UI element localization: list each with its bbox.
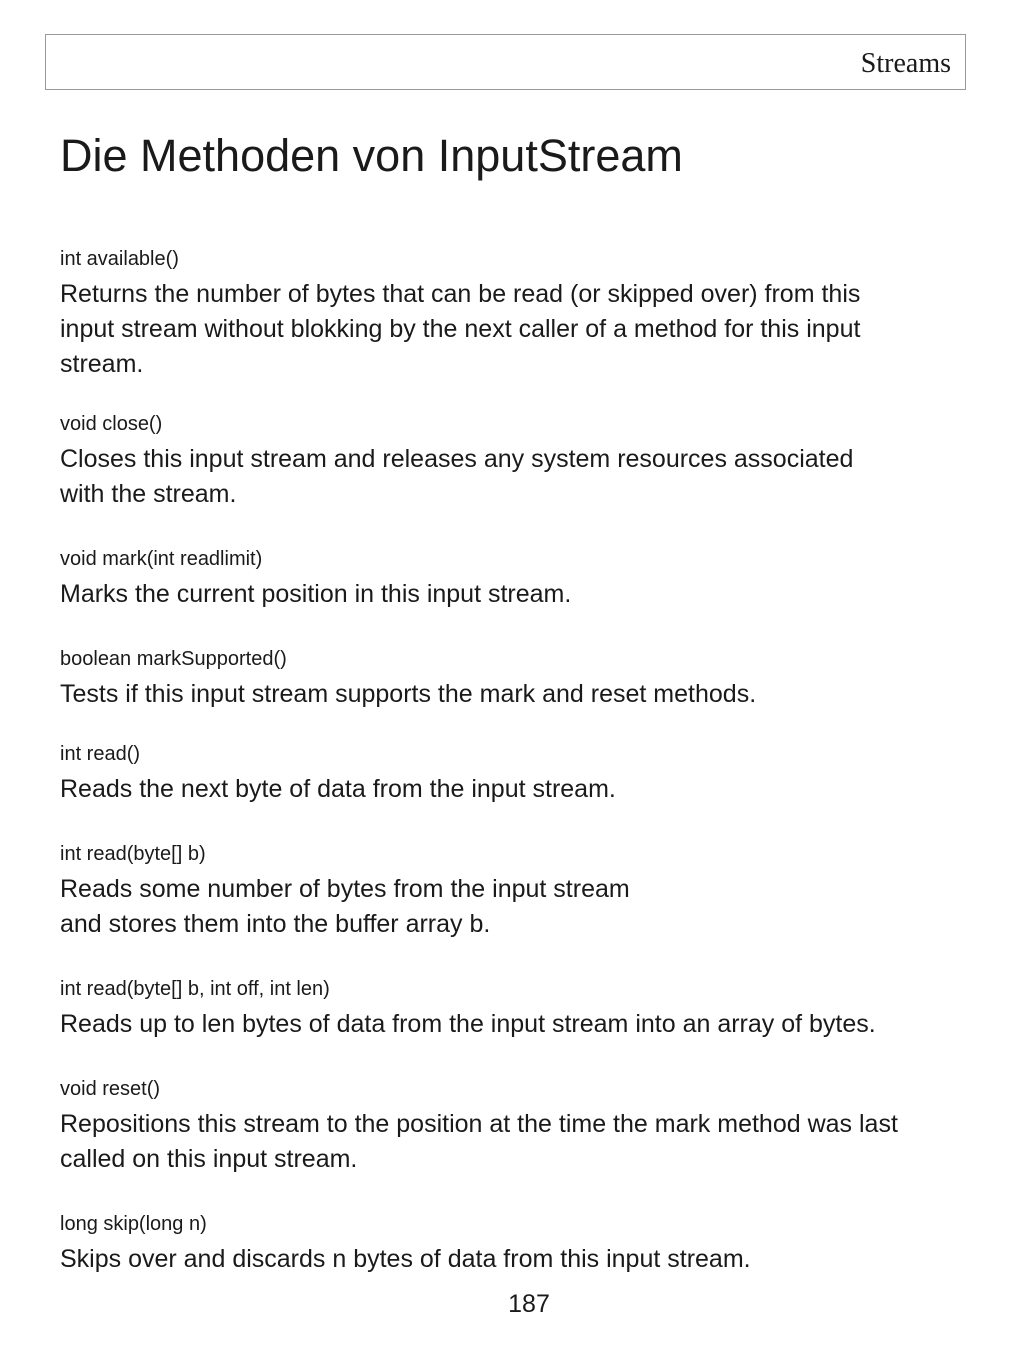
header-box — [45, 34, 966, 90]
method-signature: int read() — [60, 743, 141, 765]
method-entry — [60, 1077, 960, 1177]
method-signature: int read(byte[] b) — [60, 843, 206, 865]
section-label: Streams — [860, 48, 951, 79]
method-signature: void close() — [60, 413, 163, 435]
method-entry — [60, 742, 960, 807]
method-description: Repositions this stream to the position at the time the mark method was last called on this input stream. — [60, 1110, 898, 1173]
method-signature: long skip(long n) — [60, 1213, 207, 1235]
method-description: Reads some number of bytes from the input stream and stores them into the buffer array b. — [60, 875, 630, 938]
method-description: Skips over and discards n bytes of data from this input stream. — [60, 1245, 751, 1273]
page-title: Die Methoden von InputStream — [60, 130, 683, 181]
method-entry — [60, 247, 960, 382]
method-description: Reads the next byte of data from the input stream. — [60, 775, 616, 803]
method-signature: void mark(int readlimit) — [60, 548, 263, 570]
method-signature: int read(byte[] b, int off, int len) — [60, 978, 330, 1000]
page-number: 187 — [508, 1290, 550, 1318]
method-entry — [60, 1212, 960, 1277]
method-description: Returns the number of bytes that can be read (or skipped over) from this input stream without blokking by the next caller of a method for this input stream. — [60, 280, 861, 378]
method-description: Closes this input stream and releases any system resources associated with the stream. — [60, 445, 854, 508]
method-signature: int available() — [60, 248, 179, 270]
method-description: Reads up to len bytes of data from the input stream into an array of bytes. — [60, 1010, 876, 1038]
method-description: Tests if this input stream supports the mark and reset methods. — [60, 680, 757, 708]
method-entry — [60, 647, 960, 712]
method-entry — [60, 977, 960, 1042]
method-signature: boolean markSupported() — [60, 648, 287, 670]
method-signature: void reset() — [60, 1078, 161, 1100]
method-description: Marks the current position in this input stream. — [60, 580, 572, 608]
method-entry — [60, 412, 960, 512]
method-entry — [60, 842, 960, 942]
method-entry — [60, 547, 960, 612]
